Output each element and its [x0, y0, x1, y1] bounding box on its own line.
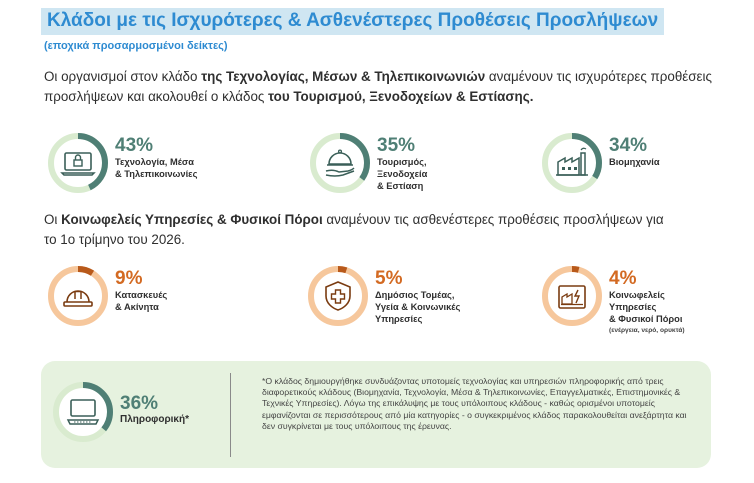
laptop-lock-icon [59, 144, 97, 182]
sector-percent: 35% [377, 135, 416, 156]
strong-intro-paragraph [44, 67, 724, 107]
para-bold: Κοινωφελείς Υπηρεσίες & Φυσικοί Πόροι [61, 212, 323, 227]
footnote: *Ο κλάδος δημιουργήθηκε συνδυάζοντας υποτομείς τεχνολογίας και υπηρεσιών πληροφορικής από τρεις διαφορετικούς κλάδους (Βιομηχανία, Τεχνολογία, Μέσα & Τηλεπικοινωνίες, Επαγγελματικές, Επιστημονικές & Τεχνικές Υπηρεσίες). Λόγω της επικάλυψης με τους υπόλοιπους κλάδους - καθώς ορισμένοι υποτομείς εμφανίζονται σε περισσότερους από μία κατηγορίες - ο συγκεκριμένος κλάδος παρακολουθείται ανεξάρτητα και δεν συγκρίνεται με τους υπόλοιπους της έρευνας. [262, 376, 687, 431]
para-text: Οι οργανισμοί στον κλάδο [44, 69, 202, 84]
progress-ring [541, 132, 603, 194]
keyboard-laptop-icon [64, 393, 102, 431]
sector-percent: 34% [609, 135, 648, 156]
sector-tile-tourism [309, 132, 427, 194]
sector-label: Κοινωφελείς Υπηρεσίες & Φυσικοί Πόροι [609, 290, 683, 324]
para-bold: του Τουρισμού, Ξενοδοχείων & Εστίασης. [268, 89, 534, 104]
sector-label: Κατασκευές & Ακίνητα [115, 290, 168, 312]
sector-percent: 4% [609, 268, 637, 289]
sector-label: Πληροφορική* [120, 414, 189, 425]
page-subtitle: (εποχικά προσαρμοσμένοι δείκτες) [44, 40, 228, 52]
energy-plant-icon [553, 277, 591, 315]
sector-tile-utilities [541, 265, 685, 334]
para-text: αναμένουν τις ασθενέστερες προθέσεις προσλήψεων για το 1ο τρίμηνο του 2026. [44, 212, 664, 247]
sector-percent: 9% [115, 268, 143, 289]
progress-ring [541, 265, 603, 327]
sector-tile-technology [47, 132, 197, 194]
panel-divider [230, 373, 231, 457]
sector-label: Δημόσιος Τομέας, Υγεία & Κοινωνικές Υπηρεσίες [375, 290, 461, 324]
sector-percent: 36% [120, 393, 159, 414]
progress-ring [52, 381, 114, 443]
sector-label: Τουρισμός, Ξενοδοχεία & Εστίαση [377, 157, 428, 191]
sector-tile-construction [47, 265, 167, 327]
hard-hat-icon [59, 277, 97, 315]
factory-icon [553, 144, 591, 182]
page-title: Κλάδοι με τις Ισχυρότερες & Ασθενέστερες Προθέσεις Προσλήψεων [41, 8, 664, 35]
sector-label: Βιομηχανία [609, 157, 660, 167]
cloche-hand-icon [321, 144, 359, 182]
para-text: αναμένουν τις ισχυρότερες προθέσεις προσλήψεων και ακολουθεί ο κλάδος [44, 69, 712, 104]
sector-tile-public-health [307, 265, 460, 327]
sector-percent: 5% [375, 268, 403, 289]
sector-tile-it [52, 381, 189, 443]
progress-ring [47, 265, 109, 327]
sector-note: (ενέργεια, νερό, ορυκτά) [609, 327, 685, 334]
weak-intro-paragraph [44, 210, 664, 250]
sector-percent: 43% [115, 135, 154, 156]
sector-label: Τεχνολογία, Μέσα & Τηλεπικοινωνίες [115, 157, 198, 179]
para-text: Οι [44, 212, 62, 227]
para-bold: της Τεχνολογίας, Μέσων & Τηλεπικοινωνιών [201, 69, 486, 84]
progress-ring [307, 265, 369, 327]
medical-shield-icon [319, 277, 357, 315]
sector-tile-industry [541, 132, 660, 194]
progress-ring [47, 132, 109, 194]
progress-ring [309, 132, 371, 194]
